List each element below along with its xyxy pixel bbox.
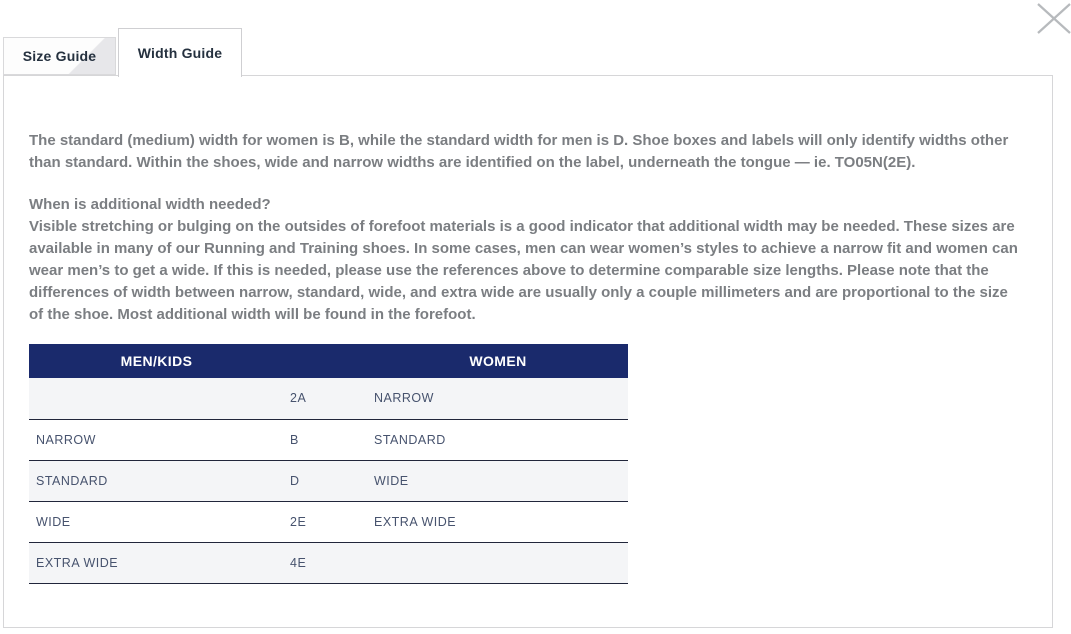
tab-width-guide-label: Width Guide [137, 45, 223, 61]
table-row [29, 542, 628, 583]
width-comparison-table [29, 344, 628, 584]
column-header-women: WOMEN [368, 344, 628, 378]
tab-width-guide[interactable] [118, 28, 242, 77]
table-cell: D [290, 473, 300, 488]
table-cell: 2A [290, 391, 307, 406]
table-row [29, 419, 628, 460]
column-header-men-kids: MEN/KIDS [29, 344, 284, 378]
table-cell: EXTRA WIDE [374, 514, 457, 529]
tab-size-guide[interactable] [3, 37, 116, 75]
explanation-paragraph: Visible stretching or bulging on the outsides of forefoot materials is a good indicator that additional width may be needed. These sizes are available in many of our Running and Training shoes. In some cases, men can wear women’s styles to achieve a narrow fit and women can wear men’s to get a wide. If this is needed, please use the references above to determine comparable size lengths. Please note that the differences of width between narrow, standard, wide, and extra wide are usually only a couple millimeters and are proportional to the size of the shoe. Most additional width will be found in the forefoot. [29, 218, 1018, 323]
table-cell: STANDARD [36, 473, 108, 488]
table-cell: EXTRA WIDE [36, 555, 119, 570]
table-row [29, 501, 628, 542]
explanation-block [29, 194, 1021, 326]
table-row [29, 378, 628, 419]
question-heading: When is additional width needed? [29, 196, 271, 213]
table-cell: B [290, 432, 299, 447]
table-cell: STANDARD [374, 432, 446, 447]
table-cell: WIDE [374, 473, 409, 488]
table-cell [29, 378, 284, 419]
table-cell: 4E [290, 555, 307, 570]
table-header-row [29, 344, 628, 378]
width-guide-panel [3, 75, 1053, 628]
table-cell: NARROW [36, 432, 96, 447]
panel-content [4, 76, 1052, 584]
table-cell: NARROW [374, 391, 434, 406]
table-cell [368, 542, 628, 583]
close-button[interactable] [1034, 1, 1071, 35]
tab-size-guide-label: Size Guide [22, 48, 97, 64]
column-header-code [284, 344, 368, 378]
intro-paragraph: The standard (medium) width for women is B, while the standard width for men is D. Shoe boxes and labels will only identify widths other than standard. Within the shoes, wide and narrow widths are identified on the label, underneath the tongue — ie. TO05N(2E). [29, 132, 1009, 171]
close-icon [1034, 2, 1071, 35]
table-cell: WIDE [36, 514, 71, 529]
table-row [29, 460, 628, 501]
table-cell: 2E [290, 514, 307, 529]
